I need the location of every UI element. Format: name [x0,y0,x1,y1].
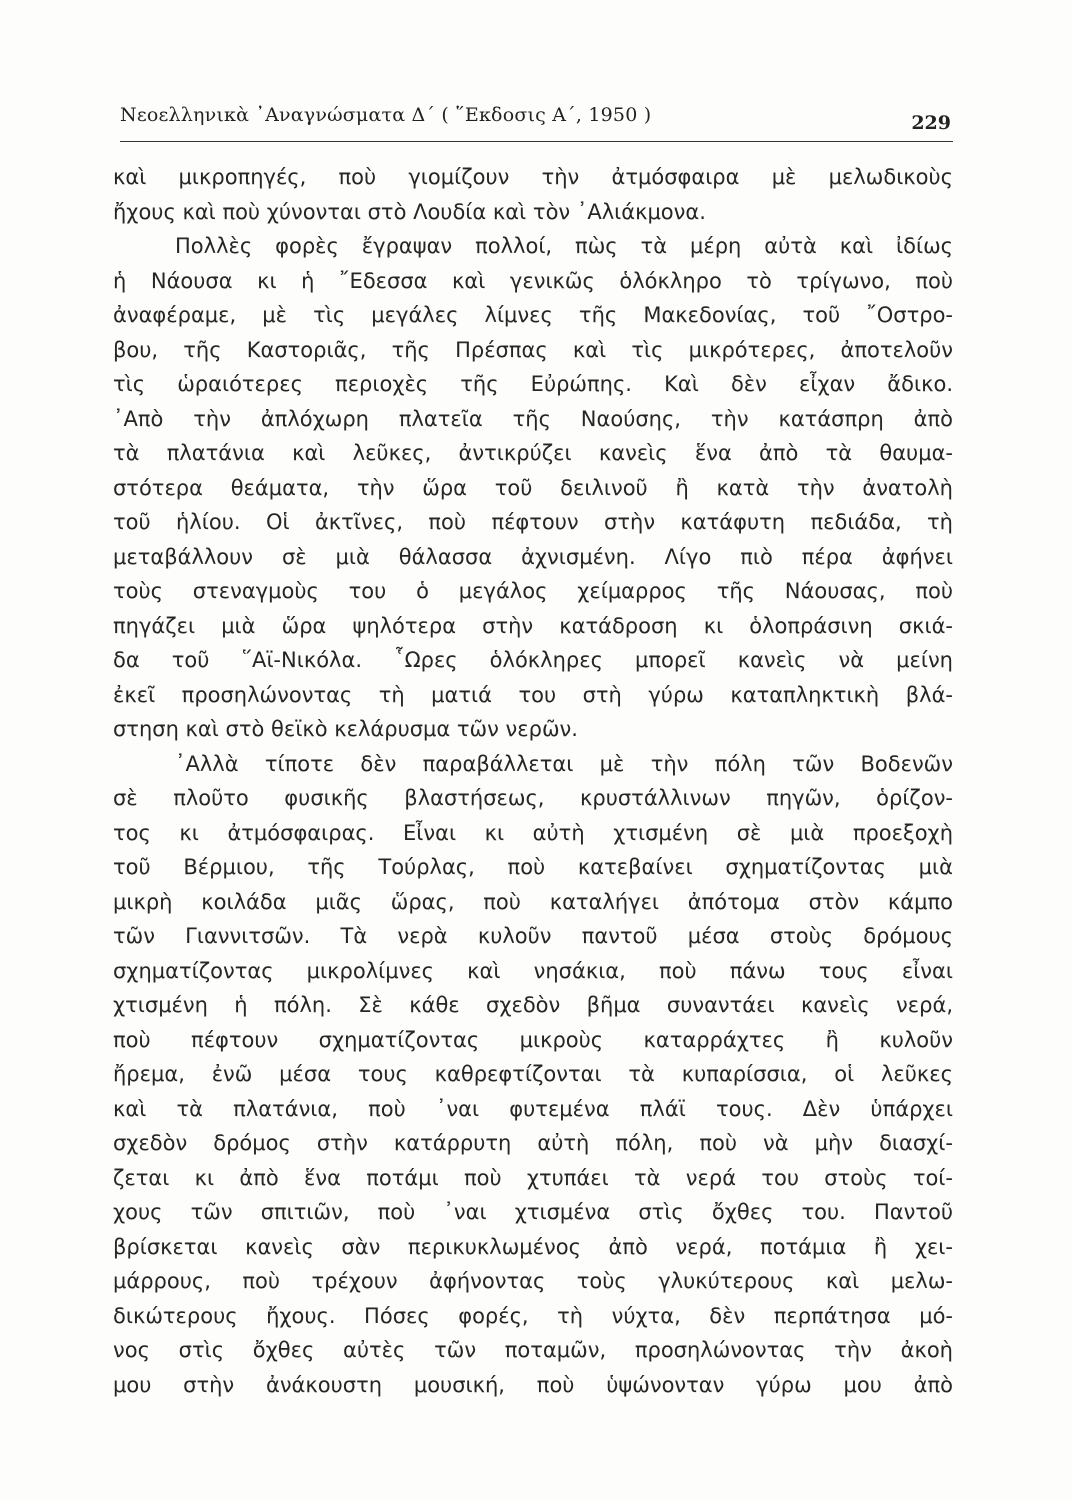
text-line: ἤχους καὶ ποὺ χύνονται στὸ Λουδία καὶ τὸν ᾿Αλιάκμονα. [113,199,706,224]
text-line: ἤρεμα, ἐνῶ μέσα τους καθρεφτίζονται τὰ κυπαρίσσια, οἱ λεῦκες [113,1062,953,1086]
text-line: χτισμένη ἡ πόλη. Σὲ κάθε σχεδὸν βῆμα συναντάει κανεὶς νερά, [113,993,953,1017]
text-line: τὶς ὡραιότερες περιοχὲς τῆς Εὐρώπης. Καὶ δὲν εἶχαν ἄδικο. [113,372,953,396]
text-line: ζεται κι ἀπὸ ἕνα ποτάμι ποὺ χτυπάει τὰ νερά του στοὺς τοί- [113,1165,953,1190]
text-line: τοῦ Βέρμιου, τῆς Τούρλας, ποὺ κατεβαίνει σχηματίζοντας μιὰ [113,855,953,879]
text-line: μάρρους, ποὺ τρέχουν ἀφήνοντας τοὺς γλυκύτερους καὶ μελω- [113,1269,953,1293]
running-head [120,100,953,140]
body-text [113,160,953,1402]
text-line: ἡ Νάουσα κι ἡ ῎Εδεσσα καὶ γενικῶς ὁλόκληρο τὸ τρίγωνο, ποὺ [113,268,953,293]
text-line: ποὺ πέφτουν σχηματίζοντας μικροὺς καταρράχτες ἢ κυλοῦν [113,1027,953,1052]
text-line: τῶν Γιαννιτσῶν. Τὰ νερὰ κυλοῦν παντοῦ μέσα στοὺς δρόμους [113,924,953,948]
text-line: καὶ μικροπηγές, ποὺ γιομίζουν τὴν ἀτμόσφαιρα μὲ μελωδικοὺς [113,165,953,189]
text-line: μου στὴν ἀνάκουστη μουσική, ποὺ ὑψώνονταν γύρω μου ἀπὸ [113,1372,953,1397]
text-line: τοῦ ἡλίου. Οἱ ἀκτῖνες, ποὺ πέφτουν στὴν κατάφυτη πεδιάδα, τὴ [113,510,953,534]
text-line: βου, τῆς Καστοριᾶς, τῆς Πρέσπας καὶ τὶς μικρότερες, ἀποτελοῦν [113,337,953,362]
text-line: βρίσκεται κανεὶς σὰν περικυκλωμένος ἀπὸ νερά, ποτάμια ἢ χει- [113,1234,953,1259]
text-line: σχηματίζοντας μικρολίμνες καὶ νησάκια, ποὺ πάνω τους εἶναι [113,958,953,983]
text-line: μεταβάλλουν σὲ μιὰ θάλασσα ἀχνισμένη. Λίγο πιὸ πέρα ἀφήνει [113,544,953,569]
text-line: μικρὴ κοιλάδα μιᾶς ὥρας, ποὺ καταλήγει ἀπότομα στὸν κάμπο [113,889,953,914]
text-line: καὶ τὰ πλατάνια, ποὺ ᾽ναι φυτεμένα πλάϊ τους. Δὲν ὑπάρχει [113,1096,953,1121]
text-line: τος κι ἀτμόσφαιρας. Εἶναι κι αὐτὴ χτισμένη σὲ μιὰ προεξοχὴ [113,820,953,845]
text-line: τοὺς στεναγμοὺς του ὁ μεγάλος χείμαρρος τῆς Νάουσας, ποὺ [113,579,953,603]
header-title: Νεοελληνικὰ ᾿Αναγνώσματα Δ΄ ( ῞Εκδοσις Α΄, 1950 ) [120,104,652,126]
text-line: δα τοῦ ῞Αϊ-Νικόλα. ῟Ωρες ὁλόκληρες μπορεῖ κανεὶς νὰ μείνη [113,648,953,672]
text-line: ᾿Απὸ τὴν ἀπλόχωρη πλατεῖα τῆς Ναούσης, τὴν κατάσπρη ἀπὸ [113,406,953,431]
text-line: Πολλὲς φορὲς ἔγραψαν πολλοί, πὼς τὰ μέρη αὐτὰ καὶ ἰδίως [175,234,953,258]
text-line: ἐκεῖ προσηλώνοντας τὴ ματιά του στὴ γύρω καταπληκτικὴ βλά- [113,682,953,707]
page-number: 229 [911,112,951,134]
text-line: χους τῶν σπιτιῶν, ποὺ ᾽ναι χτισμένα στὶς ὄχθες του. Παντοῦ [113,1200,953,1224]
text-line: ᾿Αλλὰ τίποτε δὲν παραβάλλεται μὲ τὴν πόλη τῶν Βοδενῶν [175,751,953,776]
text-line: τὰ πλατάνια καὶ λεῦκες, ἀντικρύζει κανεὶς ἕνα ἀπὸ τὰ θαυμα- [113,441,953,465]
text-line: ἀναφέραμε, μὲ τὶς μεγάλες λίμνες τῆς Μακεδονίας, τοῦ ῎Οστρο- [113,303,953,327]
text-line: πηγάζει μιὰ ὥρα ψηλότερα στὴν κατάδροση κι ὁλοπράσινη σκιά- [113,613,953,638]
header-rule [120,141,953,142]
text-line: νος στὶς ὄχθες αὐτὲς τῶν ποταμῶν, προσηλώνοντας τὴν ἀκοὴ [113,1338,953,1362]
text-line: σχεδὸν δρόμος στὴν κατάρρυτη αὐτὴ πόλη, ποὺ νὰ μὴν διασχί- [113,1131,953,1155]
text-line: στηση καὶ στὸ θεϊκὸ κελάρυσμα τῶν νερῶν. [113,717,578,741]
text-line: στότερα θεάματα, τὴν ὥρα τοῦ δειλινοῦ ἢ κατὰ τὴν ἀνατολὴ [113,475,953,500]
text-line: σὲ πλοῦτο φυσικῆς βλαστήσεως, κρυστάλλινων πηγῶν, ὁρίζον- [113,786,953,810]
text-line: δικώτερους ἤχους. Πόσες φορές, τὴ νύχτα, δὲν περπάτησα μό- [113,1303,953,1328]
